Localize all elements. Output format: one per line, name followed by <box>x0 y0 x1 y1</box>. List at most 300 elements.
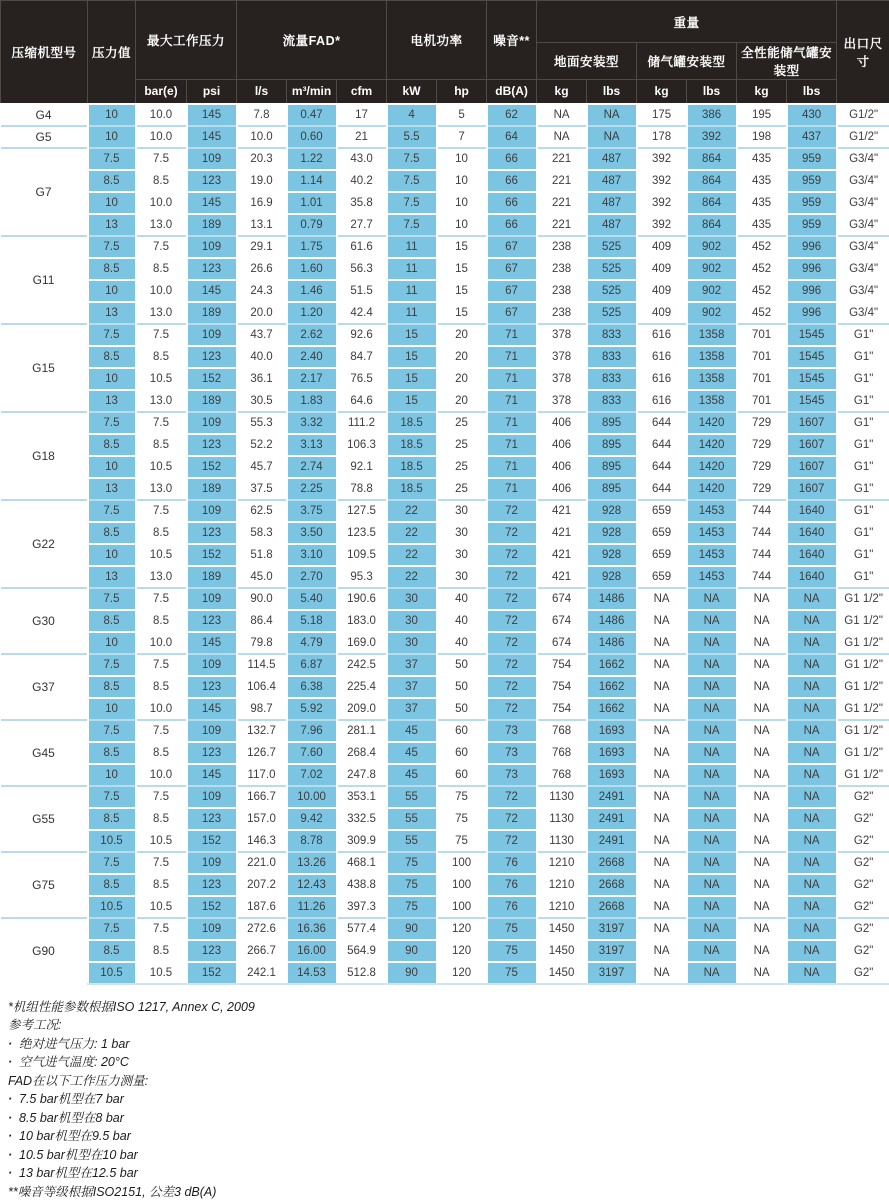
table-row <box>1 522 889 544</box>
cell: NA <box>787 654 837 676</box>
cell: 8.5 <box>136 808 187 830</box>
cell: 14.53 <box>287 962 337 984</box>
table-row <box>1 896 889 918</box>
cell: NA <box>787 852 837 874</box>
cell: 2.62 <box>287 324 337 346</box>
model-name: G22 <box>1 500 88 588</box>
table-row <box>1 830 889 852</box>
cell: 7.5 <box>136 412 187 434</box>
cell: 1640 <box>787 522 837 544</box>
cell: 1607 <box>787 478 837 500</box>
unit-lbs-fftank: lbs <box>787 80 837 104</box>
cell: G3/4" <box>837 148 889 170</box>
cell: 15 <box>437 236 487 258</box>
unit-ls: l/s <box>237 80 287 104</box>
cell: 123 <box>187 346 237 368</box>
cell: 616 <box>637 346 687 368</box>
cell: 452 <box>737 258 787 280</box>
cell: 72 <box>487 544 537 566</box>
cell: 10 <box>88 104 136 126</box>
cell: 8.5 <box>88 808 136 830</box>
cell: 6.38 <box>287 676 337 698</box>
cell: NA <box>687 940 737 962</box>
unit-dba: dB(A) <box>487 80 537 104</box>
footnote-text: 7.5 bar机型在7 bar <box>19 1092 124 1106</box>
model-name: G55 <box>1 786 88 852</box>
cell: 127.5 <box>337 500 387 522</box>
cell: G3/4" <box>837 302 889 324</box>
cell: 7.5 <box>88 852 136 874</box>
cell: 10.0 <box>136 104 187 126</box>
cell: 487 <box>587 170 637 192</box>
cell: 7.5 <box>387 170 437 192</box>
cell: 1486 <box>587 632 637 654</box>
cell: G1 1/2" <box>837 632 889 654</box>
cell: 13.0 <box>136 302 187 324</box>
cell: 75 <box>437 808 487 830</box>
cell: 435 <box>737 148 787 170</box>
table-row <box>1 346 889 368</box>
cell: 1693 <box>587 742 637 764</box>
cell: 145 <box>187 280 237 302</box>
cell: NA <box>787 940 837 962</box>
cell: 392 <box>637 148 687 170</box>
bullet-icon: · <box>8 1053 19 1072</box>
unit-bare: bar(e) <box>136 80 187 104</box>
cell: 487 <box>587 148 637 170</box>
cell: NA <box>737 720 787 742</box>
cell: 40 <box>437 632 487 654</box>
cell: 7.5 <box>136 654 187 676</box>
cell: 72 <box>487 808 537 830</box>
model-name: G4 <box>1 104 88 126</box>
cell: 8.5 <box>88 676 136 698</box>
cell: G1 1/2" <box>837 654 889 676</box>
footnote-text: **噪音等级根据ISO2151, 公差3 dB(A) <box>8 1185 216 1199</box>
cell: 117.0 <box>237 764 287 786</box>
cell: G1" <box>837 500 889 522</box>
cell: 659 <box>637 544 687 566</box>
cell: 109 <box>187 324 237 346</box>
cell: NA <box>537 104 587 126</box>
cell: 1.46 <box>287 280 337 302</box>
cell: 20.0 <box>237 302 287 324</box>
cell: 864 <box>687 214 737 236</box>
cell: 452 <box>737 302 787 324</box>
cell: 1450 <box>537 940 587 962</box>
cell: 120 <box>437 918 487 940</box>
model-name: G45 <box>1 720 88 786</box>
cell: 3197 <box>587 940 637 962</box>
cell: 40 <box>437 610 487 632</box>
cell: 15 <box>387 368 437 390</box>
cell: 1693 <box>587 720 637 742</box>
cell: 435 <box>737 170 787 192</box>
cell: 902 <box>687 280 737 302</box>
footnotes <box>0 985 889 1201</box>
cell: 30 <box>437 566 487 588</box>
cell: NA <box>637 852 687 874</box>
table-row <box>1 786 889 808</box>
cell: 1358 <box>687 390 737 412</box>
cell: 75 <box>487 940 537 962</box>
footnote-text: FAD在以下工作压力测量: <box>8 1074 148 1088</box>
cell: NA <box>787 874 837 896</box>
cell: 833 <box>587 368 637 390</box>
cell: 744 <box>737 522 787 544</box>
cell: 109 <box>187 148 237 170</box>
cell: 4 <box>387 104 437 126</box>
cell: 1420 <box>687 412 737 434</box>
cell: NA <box>687 808 737 830</box>
table-row <box>1 412 889 434</box>
cell: 7 <box>437 126 487 148</box>
cell: 157.0 <box>237 808 287 830</box>
cell: 1.83 <box>287 390 337 412</box>
cell: G1" <box>837 390 889 412</box>
cell: 8.5 <box>88 522 136 544</box>
cell: NA <box>737 940 787 962</box>
cell: NA <box>687 610 737 632</box>
cell: 64.6 <box>337 390 387 412</box>
cell: 644 <box>637 478 687 500</box>
cell: 22 <box>387 566 437 588</box>
footnote-text: 13 bar机型在12.5 bar <box>19 1166 138 1180</box>
cell: 20 <box>437 368 487 390</box>
cell: 109 <box>187 412 237 434</box>
cell: 72 <box>487 698 537 720</box>
cell: G3/4" <box>837 280 889 302</box>
cell: 8.5 <box>88 170 136 192</box>
cell: 744 <box>737 500 787 522</box>
table-row <box>1 170 889 192</box>
cell: NA <box>687 676 737 698</box>
cell: 60 <box>437 720 487 742</box>
cell: G2" <box>837 852 889 874</box>
cell: 996 <box>787 302 837 324</box>
cell: 7.5 <box>136 918 187 940</box>
cell: 13.0 <box>136 566 187 588</box>
cell: 659 <box>637 566 687 588</box>
cell: 79.8 <box>237 632 287 654</box>
cell: 73 <box>487 720 537 742</box>
cell: 928 <box>587 500 637 522</box>
cell: 123 <box>187 170 237 192</box>
footnote-line <box>8 1035 889 1054</box>
cell: NA <box>737 918 787 940</box>
cell: 577.4 <box>337 918 387 940</box>
cell: 123 <box>187 874 237 896</box>
table-row <box>1 610 889 632</box>
cell: 8.78 <box>287 830 337 852</box>
cell: 30.5 <box>237 390 287 412</box>
cell: 674 <box>537 610 587 632</box>
cell: 1453 <box>687 522 737 544</box>
cell: NA <box>637 874 687 896</box>
cell: 266.7 <box>237 940 287 962</box>
cell: NA <box>687 764 737 786</box>
cell: 37 <box>387 654 437 676</box>
cell: 72 <box>487 676 537 698</box>
table-row <box>1 434 889 456</box>
cell: G2" <box>837 918 889 940</box>
footnote-text: 8.5 bar机型在8 bar <box>19 1111 124 1125</box>
cell: 1420 <box>687 456 737 478</box>
cell: 1662 <box>587 654 637 676</box>
cell: 1453 <box>687 566 737 588</box>
cell: 1662 <box>587 676 637 698</box>
cell: 123 <box>187 676 237 698</box>
cell: NA <box>637 940 687 962</box>
cell: G2" <box>837 786 889 808</box>
footnote-text: 10 bar机型在9.5 bar <box>19 1129 131 1143</box>
cell: NA <box>637 654 687 676</box>
cell: 66 <box>487 170 537 192</box>
cell: 75 <box>387 852 437 874</box>
cell: 8.5 <box>88 610 136 632</box>
cell: 674 <box>537 588 587 610</box>
table-row <box>1 478 889 500</box>
cell: NA <box>637 918 687 940</box>
cell: 25 <box>437 478 487 500</box>
cell: NA <box>637 610 687 632</box>
cell: 30 <box>437 522 487 544</box>
cell: 1453 <box>687 544 737 566</box>
table-header <box>1 1 889 104</box>
table-row <box>1 676 889 698</box>
cell: 72 <box>487 610 537 632</box>
cell: 5 <box>437 104 487 126</box>
cell: 1.01 <box>287 192 337 214</box>
cell: 132.7 <box>237 720 287 742</box>
cell: 1545 <box>787 346 837 368</box>
cell: 7.02 <box>287 764 337 786</box>
cell: 17 <box>337 104 387 126</box>
cell: 7.5 <box>387 192 437 214</box>
table-row <box>1 456 889 478</box>
cell: 9.42 <box>287 808 337 830</box>
model-name: G11 <box>1 236 88 324</box>
cell: 8.5 <box>136 742 187 764</box>
cell: 421 <box>537 544 587 566</box>
cell: NA <box>587 104 637 126</box>
table-row <box>1 126 889 148</box>
cell: 8.5 <box>136 522 187 544</box>
cell: 40.2 <box>337 170 387 192</box>
cell: 8.5 <box>136 170 187 192</box>
cell: 729 <box>737 434 787 456</box>
cell: NA <box>637 896 687 918</box>
cell: G3/4" <box>837 214 889 236</box>
cell: NA <box>687 654 737 676</box>
unit-kg-floor: kg <box>537 80 587 104</box>
cell: 0.60 <box>287 126 337 148</box>
cell: NA <box>687 742 737 764</box>
cell: 1.22 <box>287 148 337 170</box>
bullet-icon: · <box>8 1035 19 1054</box>
cell: 18.5 <box>387 478 437 500</box>
cell: 1640 <box>787 500 837 522</box>
cell: 11 <box>387 302 437 324</box>
cell: G1" <box>837 456 889 478</box>
cell: 66 <box>487 214 537 236</box>
cell: 109 <box>187 786 237 808</box>
cell: 64 <box>487 126 537 148</box>
cell: 959 <box>787 192 837 214</box>
cell: 152 <box>187 368 237 390</box>
cell: 66 <box>487 148 537 170</box>
cell: 123.5 <box>337 522 387 544</box>
cell: 183.0 <box>337 610 387 632</box>
cell: 55 <box>387 808 437 830</box>
cell: 30 <box>387 610 437 632</box>
cell: 45 <box>387 764 437 786</box>
cell: 644 <box>637 434 687 456</box>
table-row <box>1 654 889 676</box>
cell: 73 <box>487 764 537 786</box>
table-row <box>1 808 889 830</box>
cell: 189 <box>187 214 237 236</box>
cell: G1 1/2" <box>837 720 889 742</box>
cell: 10.0 <box>136 126 187 148</box>
footnote-line <box>8 1127 889 1146</box>
cell: 7.5 <box>88 324 136 346</box>
unit-m3min: m³/min <box>287 80 337 104</box>
cell: 60 <box>437 764 487 786</box>
cell: 1545 <box>787 390 837 412</box>
cell: 109 <box>187 720 237 742</box>
cell: 90 <box>387 918 437 940</box>
cell: NA <box>787 896 837 918</box>
cell: 36.1 <box>237 368 287 390</box>
footnote-line <box>8 1016 889 1035</box>
cell: 525 <box>587 236 637 258</box>
cell: 75 <box>437 830 487 852</box>
cell: G3/4" <box>837 236 889 258</box>
cell: 152 <box>187 830 237 852</box>
cell: 10.5 <box>88 962 136 984</box>
cell: NA <box>687 632 737 654</box>
cell: NA <box>637 720 687 742</box>
model-name: G90 <box>1 918 88 984</box>
cell: 145 <box>187 764 237 786</box>
cell: 76 <box>487 874 537 896</box>
cell: 8.5 <box>88 346 136 368</box>
cell: NA <box>737 808 787 830</box>
table-row <box>1 764 889 786</box>
cell: NA <box>737 962 787 984</box>
header-model: 压缩机型号 <box>1 1 88 104</box>
cell: 701 <box>737 324 787 346</box>
cell: 7.5 <box>136 786 187 808</box>
cell: 1130 <box>537 786 587 808</box>
cell: 1486 <box>587 588 637 610</box>
bullet-icon: · <box>8 1090 19 1109</box>
cell: 58.3 <box>237 522 287 544</box>
cell: 1210 <box>537 874 587 896</box>
table-row <box>1 874 889 896</box>
cell: 71 <box>487 412 537 434</box>
cell: 7.5 <box>387 214 437 236</box>
cell: 3197 <box>587 962 637 984</box>
cell: 2.74 <box>287 456 337 478</box>
cell: 189 <box>187 566 237 588</box>
unit-kg-tank: kg <box>637 80 687 104</box>
cell: 11 <box>387 258 437 280</box>
cell: G2" <box>837 808 889 830</box>
cell: 902 <box>687 258 737 280</box>
bullet-icon: · <box>8 1127 19 1146</box>
header-flow-fad: 流量FAD* <box>237 1 387 80</box>
cell: 123 <box>187 610 237 632</box>
cell: 996 <box>787 280 837 302</box>
cell: 353.1 <box>337 786 387 808</box>
table-row <box>1 962 889 984</box>
cell: 238 <box>537 280 587 302</box>
cell: 22 <box>387 500 437 522</box>
cell: 19.0 <box>237 170 287 192</box>
cell: 225.4 <box>337 676 387 698</box>
cell: 406 <box>537 456 587 478</box>
cell: 1.75 <box>287 236 337 258</box>
header-pressure: 压力值 <box>88 1 136 104</box>
cell: NA <box>737 588 787 610</box>
cell: 50 <box>437 654 487 676</box>
cell: 45 <box>387 742 437 764</box>
cell: 221 <box>537 214 587 236</box>
cell: 409 <box>637 302 687 324</box>
cell: NA <box>737 676 787 698</box>
cell: 22 <box>387 522 437 544</box>
cell: 7.5 <box>136 720 187 742</box>
table-row <box>1 368 889 390</box>
cell: 525 <box>587 302 637 324</box>
cell: 18.5 <box>387 434 437 456</box>
cell: 272.6 <box>237 918 287 940</box>
cell: 10.0 <box>136 192 187 214</box>
cell: 744 <box>737 544 787 566</box>
unit-lbs-tank: lbs <box>687 80 737 104</box>
cell: NA <box>637 764 687 786</box>
cell: 1607 <box>787 412 837 434</box>
cell: 55 <box>387 830 437 852</box>
footnote-line <box>8 998 889 1017</box>
cell: 959 <box>787 214 837 236</box>
cell: 1450 <box>537 918 587 940</box>
cell: 15 <box>437 302 487 324</box>
cell: 10 <box>88 280 136 302</box>
cell: 13 <box>88 390 136 412</box>
cell: 754 <box>537 654 587 676</box>
cell: 10.5 <box>136 456 187 478</box>
cell: 2491 <box>587 808 637 830</box>
cell: 5.40 <box>287 588 337 610</box>
cell: 62.5 <box>237 500 287 522</box>
cell: 25 <box>437 434 487 456</box>
table-row <box>1 940 889 962</box>
cell: 18.5 <box>387 412 437 434</box>
cell: 175 <box>637 104 687 126</box>
cell: 10.5 <box>136 368 187 390</box>
cell: 21 <box>337 126 387 148</box>
cell: 902 <box>687 236 737 258</box>
cell: 72 <box>487 566 537 588</box>
cell: 50 <box>437 698 487 720</box>
cell: 378 <box>537 390 587 412</box>
cell: 72 <box>487 654 537 676</box>
cell: 468.1 <box>337 852 387 874</box>
cell: 178 <box>637 126 687 148</box>
